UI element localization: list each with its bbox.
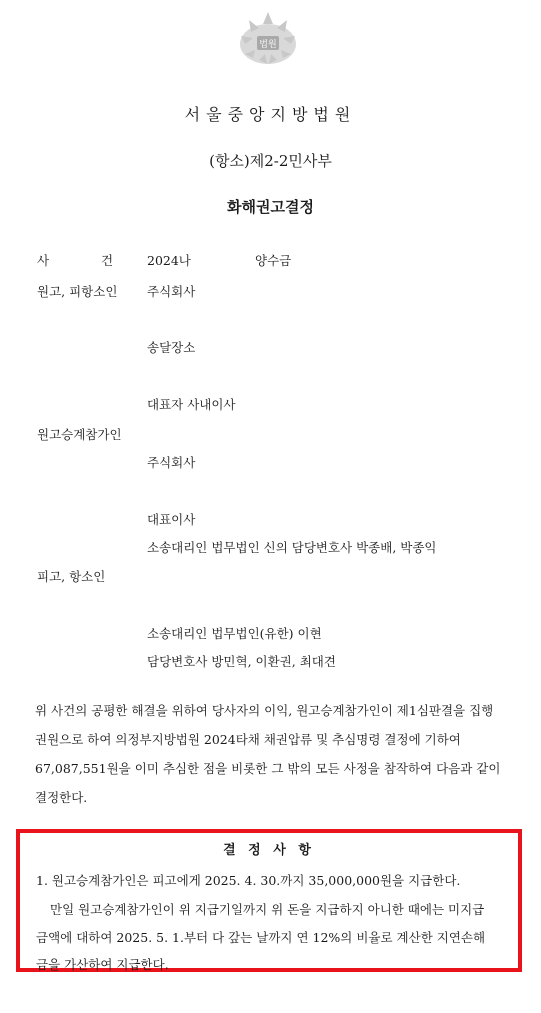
plaintiff-company: 주식회사 [147,284,196,299]
case-number: 2024나 [147,253,191,268]
body-paragraph [35,696,505,812]
defendant-label: 피고, 항소인 [37,569,106,584]
defendant-counsel: 소송대리인 법무법인(유한) 이현 [147,626,322,641]
plaintiff-label: 원고, 피항소인 [37,284,118,299]
decision-highlight-box [16,829,522,972]
intervener-representative: 대표이사 [147,512,196,527]
body-line: 67,087,551원을 이미 추심한 점을 비롯한 그 밖의 모든 사정을 참작하여 다음과 같이 [35,761,501,776]
defendant-attorneys: 담당변호사 방민혁, 이환권, 최대견 [147,654,336,669]
court-emblem-icon [237,10,299,66]
body-line: 위 사건의 공평한 해결을 위하여 당사자의 이익, 원고승계참가인이 제1심판결을 집행 [35,703,494,718]
plaintiff-service-address: 송달장소 [147,340,196,355]
division-name: (항소)제2-2민사부 [209,152,332,170]
case-name: 양수금 [255,253,292,268]
court-name: 서울중앙지방법원 [184,105,357,124]
plaintiff-representative: 대표자 사내이사 [147,397,236,412]
intervener-label: 원고승계참가인 [37,427,122,442]
document-title: 화해권고결정 [227,198,314,216]
body-line: 권원으로 하여 의정부지방법원 2024타채 채권압류 및 추심명령 결정에 기하여 [35,732,461,747]
decision-title: 결 정 사 항 [223,843,315,858]
case-label: 사 건 [37,253,138,268]
intervener-counsel: 소송대리인 법무법인 신의 담당변호사 박종배, 박종익 [147,540,437,555]
emblem-text: 법원 [259,40,277,50]
decision-item-1: 1. 원고승계참가인은 피고에게 2025. 4. 30.까지 35,000,000원을 지급한다. [36,873,461,888]
decision-item-1-cont: 금액에 대하여 2025. 5. 1.부터 다 갚는 날까지 연 12%의 비율로 계산한 지연손해 [36,930,486,945]
body-line: 결정한다. [35,790,88,805]
intervener-company: 주식회사 [147,455,196,470]
decision-item-1-cont: 금을 가산하여 지급한다. [36,957,169,972]
decision-item-1-cont: 만일 원고승계참가인이 위 지급기일까지 위 돈을 지급하지 아니한 때에는 미지급 [50,902,485,917]
